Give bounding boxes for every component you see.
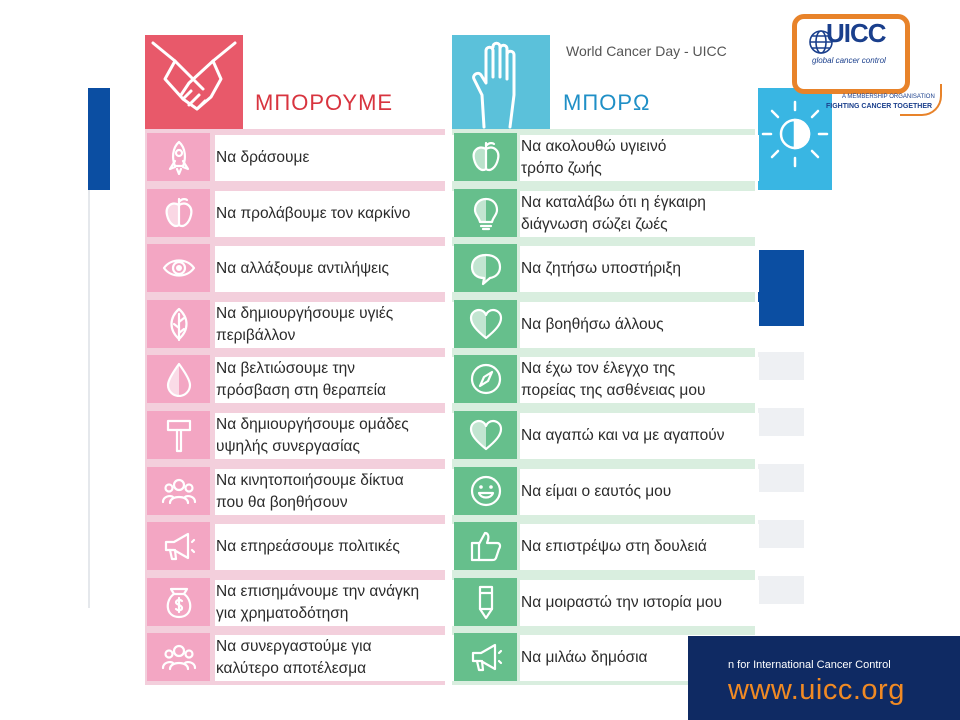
right-row [452,187,755,239]
right-row [452,298,755,350]
row-text: Να δημιουργήσουμε ομάδες υψηλής συνεργασίας [215,413,454,459]
left-row [145,520,445,572]
row-icon-tile [147,189,210,237]
left-row [145,242,445,294]
right-row [452,242,755,294]
hammer-icon [161,417,197,453]
slide-table-row [758,464,804,492]
row-text: Να ακολουθώ υγιεινό τρόπο ζωής [520,135,759,181]
left-row [145,465,445,517]
row-text: Να συνεργαστούμε για καλύτερο αποτέλεσμα [215,635,454,681]
row-text: Να μιλάω δημόσια [520,635,759,681]
left-row [145,298,445,350]
row-icon-tile [147,244,210,292]
row-icon-tile [147,578,210,626]
right-row [452,409,755,461]
people-icon [161,473,197,509]
slide-blue-block [758,250,804,326]
footer-org-text: n for International Cancer Control [728,659,891,671]
left-row [145,131,445,183]
row-text: Να επηρεάσουμε πολιτικές [215,524,454,570]
row-text: Να αγαπώ και να με αγαπούν [520,413,759,459]
drop-icon [161,361,197,397]
row-icon-tile [454,300,517,348]
logo-orange-curve [900,84,942,116]
row-text: Να προλάβουμε τον καρκίνο [215,191,454,237]
row-text: Να βοηθήσω άλλους [520,302,759,348]
membership-text: A MEMBERSHIP ORGANISATION [842,94,935,100]
row-icon-tile [454,189,517,237]
row-icon-tile [147,467,210,515]
row-icon-tile [147,133,210,181]
row-text: Να κινητοποιήσουμε δίκτυα που θα βοηθήσουν [215,469,454,515]
lightbulb-icon [468,195,504,231]
row-icon-tile [454,578,517,626]
right-row [452,465,755,517]
row-icon-tile [147,522,210,570]
handshake-icon-tile [145,35,243,129]
row-icon-tile [454,522,517,570]
row-icon-tile [147,633,210,681]
row-text: Να καταλάβω ότι η έγκαιρη διάγνωση σώζει ζωές [520,191,759,237]
raised-hand-icon [452,35,550,129]
slide-table-row [758,576,804,604]
megaphone-icon [468,639,504,675]
row-text: Να δράσουμε [215,135,454,181]
right-column-title: ΜΠΟΡΩ [563,90,651,115]
row-icon-tile [454,467,517,515]
row-text: Να αλλάξουμε αντιλήψεις [215,246,454,292]
leaf-icon [161,306,197,342]
heart-icon [468,417,504,453]
raised-hand-icon-tile [452,35,550,129]
sun-icon [758,88,832,190]
fighting-cancer-text: FIGHTING CANCER TOGETHER [826,103,933,110]
people-icon [161,639,197,675]
smiley-icon [468,473,504,509]
row-icon-tile [454,355,517,403]
sun-icon-tile [758,88,832,190]
right-row [452,131,755,183]
row-icon-tile [454,244,517,292]
row-text: Να επισημάνουμε την ανάγκη για χρηματοδότηση [215,580,454,626]
eye-icon [161,250,197,286]
row-text: Να έχω τον έλεγχο της πορείας της ασθένειας μου [520,357,759,403]
world-cancer-day-caption: World Cancer Day - UICC [566,43,727,59]
row-icon-tile [454,133,517,181]
left-row [145,409,445,461]
speech-bubble-icon [468,250,504,286]
right-row [452,576,755,628]
row-text: Να βελτιώσουμε την πρόσβαση στη θεραπεία [215,357,454,403]
world-cancer-day-infographic [145,35,755,685]
compass-icon [468,361,504,397]
footer-url-link[interactable]: www.uicc.org [728,674,905,706]
row-icon-tile [454,411,517,459]
row-icon-tile [147,411,210,459]
left-row [145,353,445,405]
left-row [145,187,445,239]
slide-table-row [758,408,804,436]
heart-icon [468,306,504,342]
money-bag-icon [161,584,197,620]
left-row [145,631,445,683]
handshake-icon [145,35,243,129]
row-text: Να δημιουργήσουμε υγιές περιβάλλον [215,302,454,348]
right-row [452,520,755,572]
left-row [145,576,445,628]
row-icon-tile [147,355,210,403]
apple-icon [468,139,504,175]
row-text: Να μοιραστώ την ιστορία μου [520,580,759,626]
apple-icon [161,195,197,231]
thumbs-up-icon [468,528,504,564]
row-icon-tile [147,300,210,348]
rocket-icon [161,139,197,175]
uicc-tagline: global cancer control [812,56,886,65]
left-column-title: ΜΠΟΡΟΥΜΕ [255,90,394,115]
uicc-logo-text: UICC [826,18,886,48]
slide-divider-line [88,190,90,608]
row-text: Να επιστρέψω στη δουλειά [520,524,759,570]
right-row [452,353,755,405]
row-text: Να ζητήσω υποστήριξη [520,246,759,292]
slide-blue-accent-bar [88,88,110,190]
pen-icon [468,584,504,620]
slide-table-row [758,520,804,548]
megaphone-icon [161,528,197,564]
slide-table-row [758,352,804,380]
row-icon-tile [454,633,517,681]
row-text: Να είμαι ο εαυτός μου [520,469,759,515]
